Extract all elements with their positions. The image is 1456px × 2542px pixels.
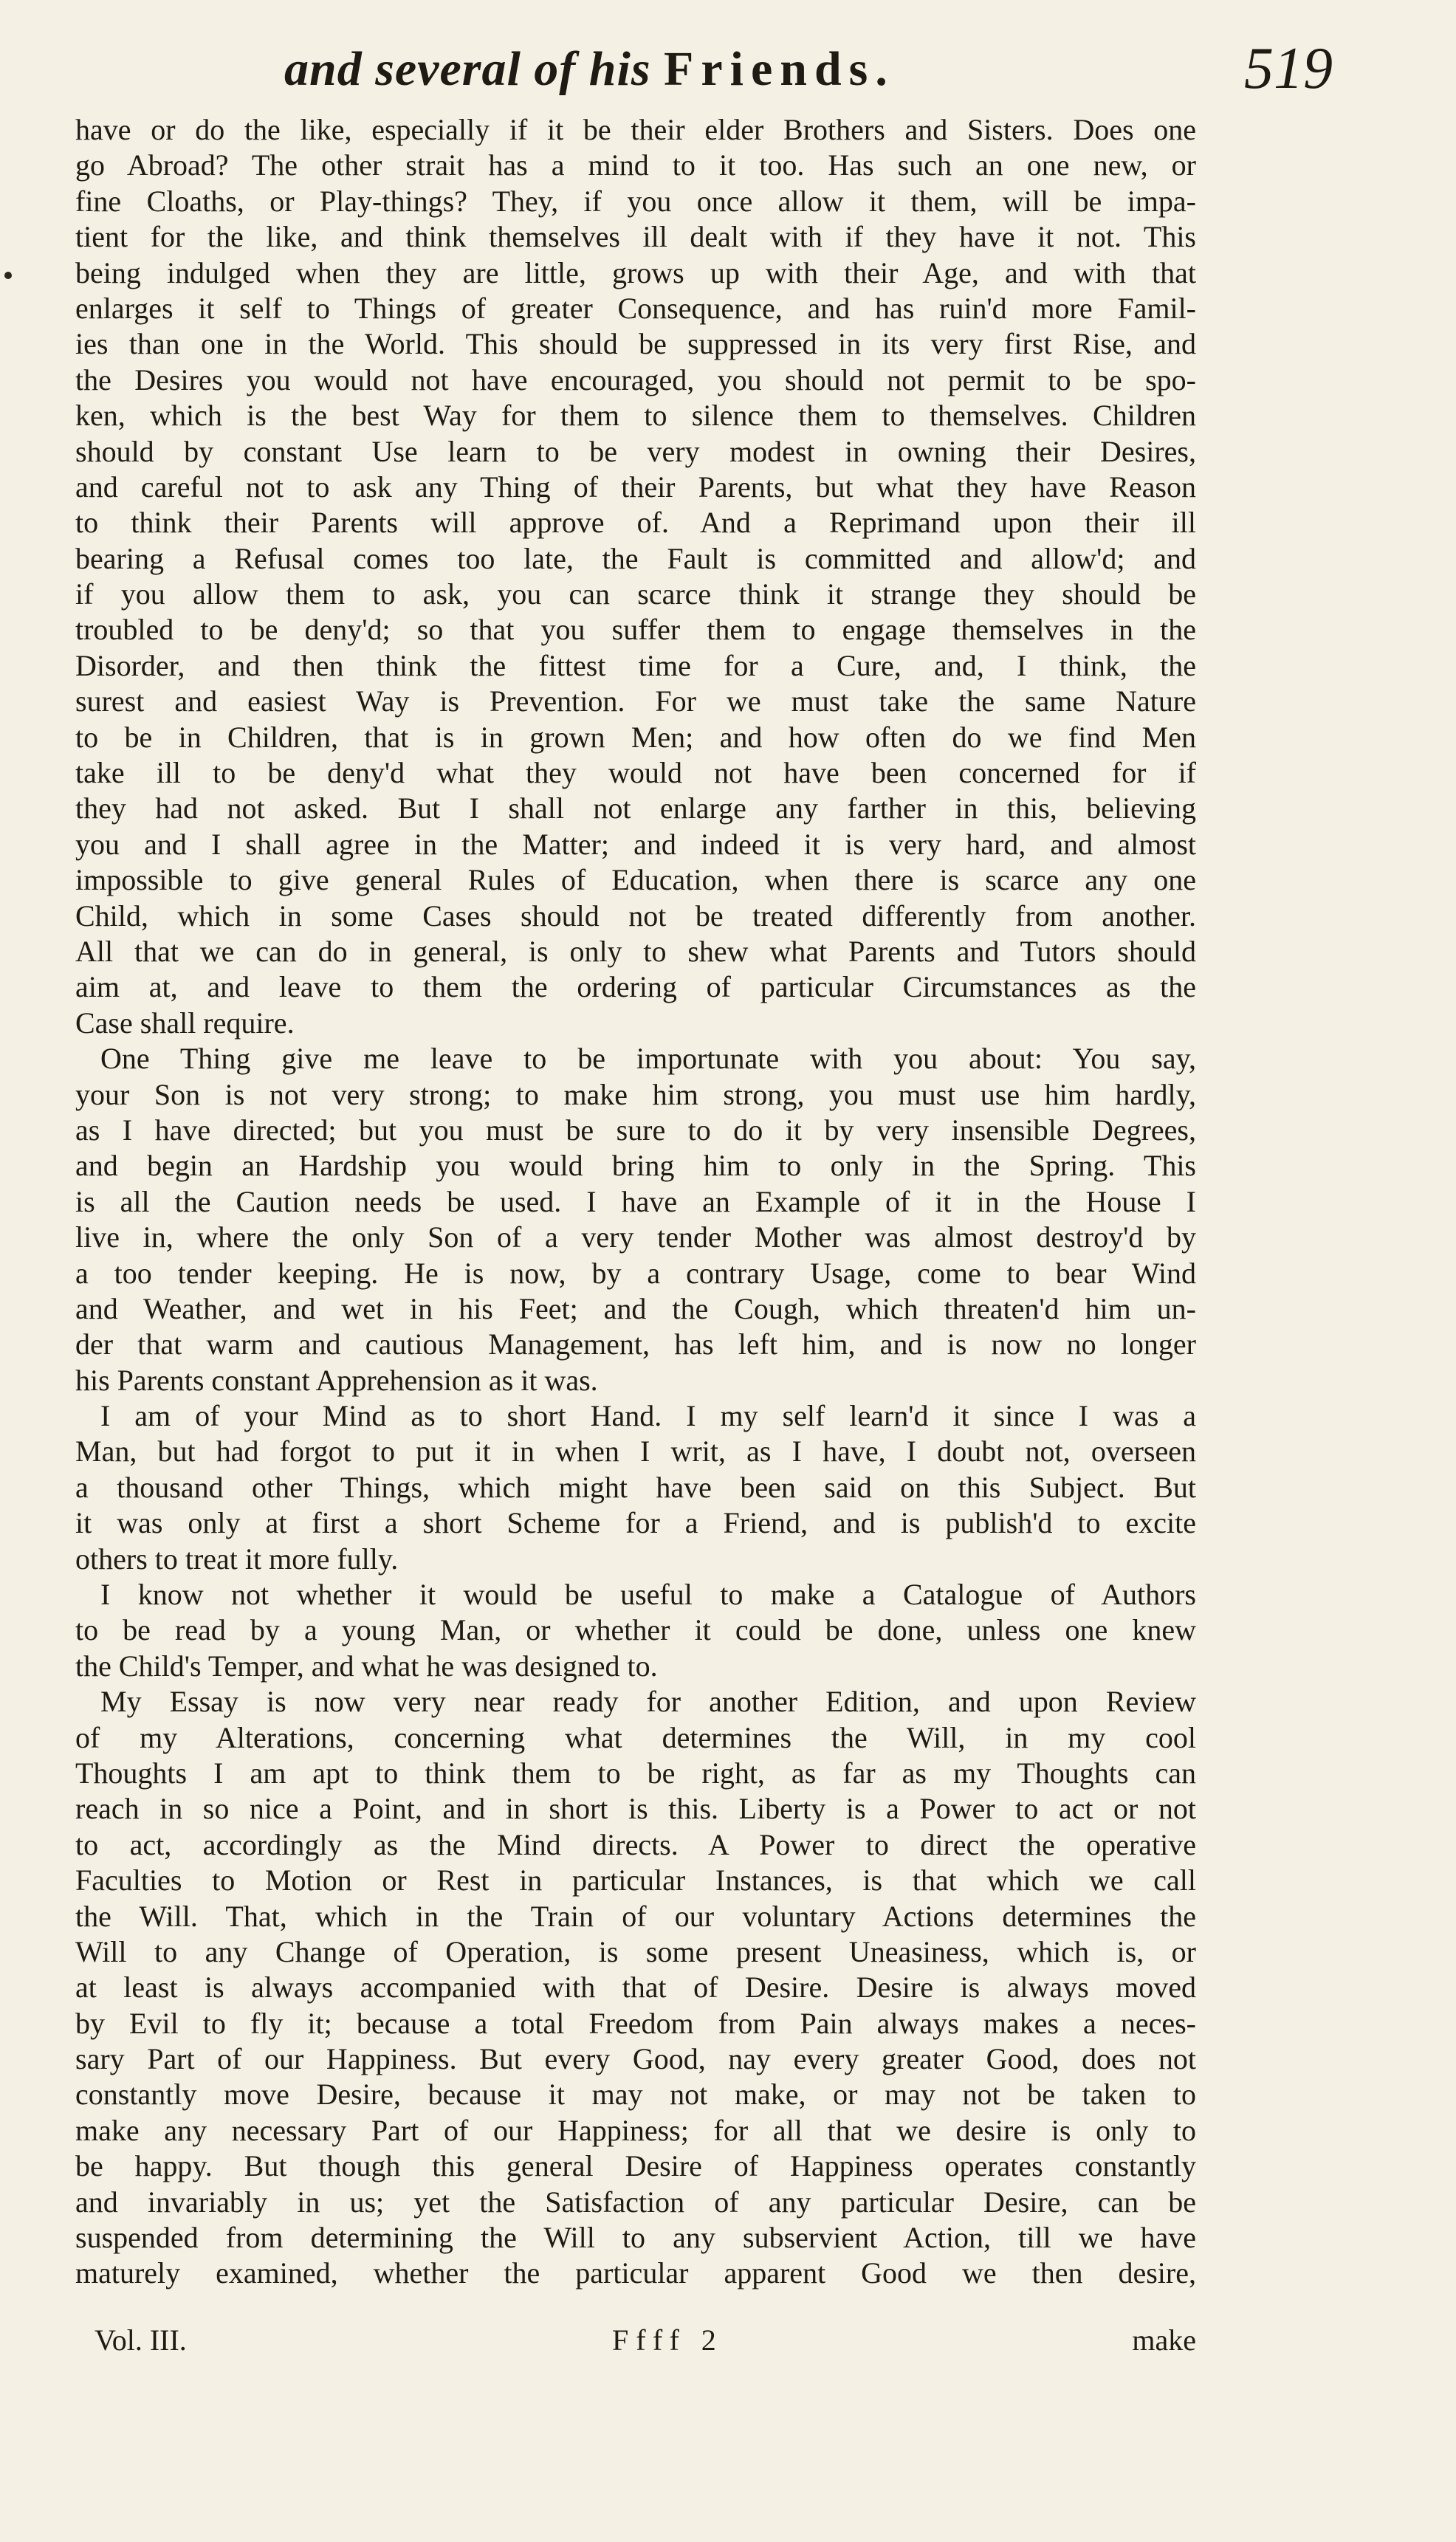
text-line: have or do the like, especially if it be their elder Brothers and Sisters. Does one: [75, 113, 1196, 146]
running-title-caps: Friends.: [664, 42, 895, 96]
text-line: to be in Children, that is in grown Men; and how often do we find Men: [75, 720, 1196, 754]
text-line: maturely examined, whether the particular apparent Good we then desire,: [75, 2256, 1196, 2290]
text-line: Disorder, and then think the fittest time for a Cure, and, I think, the: [75, 648, 1196, 682]
signature-mark: Ffff 2: [612, 2323, 724, 2357]
text-line: to be read by a young Man, or whether it could be done, unless one knew: [75, 1613, 1196, 1647]
text-line: if you allow them to ask, you can scarce think it strange they should be: [75, 577, 1196, 611]
text-line: the Child's Temper, and what he was designed to.: [75, 1649, 658, 1683]
text-line: constantly move Desire, because it may not make, or may not be taken to: [75, 2078, 1196, 2112]
text-line: Child, which in some Cases should not be treated differently from another.: [75, 899, 1196, 932]
text-line: reach in so nice a Point, and in short is this. Liberty is a Power to act or not: [75, 1792, 1196, 1826]
page-number: 519: [1244, 36, 1333, 101]
volume-label: Vol. III.: [95, 2323, 187, 2357]
text-line: impossible to give general Rules of Education, when there is scarce any one: [75, 863, 1196, 897]
text-line: aim at, and leave to them the ordering of particular Circumstances as the: [75, 970, 1196, 1004]
text-line: by Evil to fly it; because a total Freedom from Pain always makes a neces-: [75, 2006, 1196, 2040]
text-line: enlarges it self to Things of greater Consequence, and has ruin'd more Famil-: [75, 291, 1196, 325]
text-line: suspended from determining the Will to any subservient Action, till we have: [75, 2221, 1196, 2255]
text-line: My Essay is now very near ready for another Edition, and upon Review: [100, 1685, 1196, 1719]
text-line: Will to any Change of Operation, is some present Uneasiness, which is, or: [75, 1934, 1196, 1968]
text-line: to act, accordingly as the Mind directs. A Power to direct the operative: [75, 1827, 1196, 1861]
text-line: and Weather, and wet in his Feet; and the Cough, which threaten'd him un-: [75, 1291, 1196, 1325]
catchword: make: [1132, 2323, 1196, 2357]
text-line: be happy. But though this general Desire of Happiness operates constantly: [75, 2149, 1196, 2183]
text-line: I am of your Mind as to short Hand. I my self learn'd it since I was a: [100, 1399, 1196, 1433]
text-line: surest and easiest Way is Prevention. For we must take the same Nature: [75, 684, 1196, 718]
text-line: go Abroad? The other strait has a mind to it too. Has such an one new, or: [75, 148, 1196, 182]
text-line: I know not whether it would be useful to make a Catalogue of Authors: [100, 1578, 1196, 1612]
text-line: One Thing give me leave to be importunate with you about: You say,: [100, 1042, 1196, 1076]
text-line: as I have directed; but you must be sure to do it by very insensible Degrees,: [75, 1113, 1196, 1147]
margin-ink-dot: [4, 272, 12, 279]
text-line: Man, but had forgot to put it in when I writ, as I have, I doubt not, overseen: [75, 1435, 1196, 1468]
text-line: fine Cloaths, or Play-things? They, if you once allow it them, will be impa-: [75, 184, 1196, 218]
text-line: the Will. That, which in the Train of our voluntary Actions determines the: [75, 1899, 1196, 1933]
text-line: to think their Parents will approve of. And a Reprimand upon their ill: [75, 506, 1196, 540]
text-line: his Parents constant Apprehension as it was.: [75, 1363, 598, 1397]
text-line: sary Part of our Happiness. But every Good, nay every greater Good, does not: [75, 2042, 1196, 2076]
text-line: All that we can do in general, is only to shew what Parents and Tutors should: [75, 934, 1196, 968]
text-line: you and I shall agree in the Matter; and indeed it is very hard, and almost: [75, 827, 1196, 861]
text-line: a thousand other Things, which might have been said on this Subject. But: [75, 1470, 1196, 1504]
text-line: and begin an Hardship you would bring him to only in the Spring. This: [75, 1149, 1196, 1183]
text-line: they had not asked. But I shall not enlarge any farther in this, believing: [75, 791, 1196, 825]
text-line: and invariably in us; yet the Satisfaction of any particular Desire, can be: [75, 2185, 1196, 2219]
text-line: make any necessary Part of our Happiness; for all that we desire is only to: [75, 2113, 1196, 2147]
text-line: der that warm and cautious Management, has left him, and is now no longer: [75, 1327, 1196, 1361]
text-line: tient for the like, and think themselves ill dealt with if they have it not. This: [75, 220, 1196, 254]
text-line: Thoughts I am apt to think them to be right, as far as my Thoughts can: [75, 1756, 1196, 1790]
text-line: is all the Caution needs be used. I have an Example of it in the House I: [75, 1184, 1196, 1218]
page-footer: [75, 2322, 1196, 2359]
page-header: [284, 35, 1333, 117]
running-title-italic: and several of his: [284, 42, 651, 96]
text-line: bearing a Refusal comes too late, the Fault is committed and allow'd; and: [75, 541, 1196, 575]
body-text: [75, 112, 1196, 2292]
text-line: being indulged when they are little, grows up with their Age, and with that: [75, 255, 1196, 289]
text-line: ies than one in the World. This should be suppressed in its very first Rise, and: [75, 327, 1196, 361]
text-line: live in, where the only Son of a very tender Mother was almost destroy'd by: [75, 1220, 1196, 1254]
text-line: troubled to be deny'd; so that you suffer them to engage themselves in the: [75, 613, 1196, 647]
text-line: and careful not to ask any Thing of their Parents, but what they have Reason: [75, 470, 1196, 504]
text-line: should by constant Use learn to be very modest in owning their Desires,: [75, 434, 1196, 468]
text-line: others to treat it more fully.: [75, 1542, 399, 1576]
text-line: of my Alterations, concerning what determines the Will, in my cool: [75, 1720, 1196, 1754]
text-line: it was only at first a short Scheme for a Friend, and is publish'd to excite: [75, 1506, 1196, 1540]
running-title: [284, 41, 895, 97]
text-line: ken, which is the best Way for them to silence them to themselves. Children: [75, 399, 1196, 433]
text-line: at least is always accompanied with that of Desire. Desire is always moved: [75, 1971, 1196, 2005]
text-line: Case shall require.: [75, 1006, 295, 1040]
text-line: Faculties to Motion or Rest in particular Instances, is that which we call: [75, 1863, 1196, 1897]
text-line: the Desires you would not have encouraged, you should not permit to be spo-: [75, 363, 1196, 396]
text-line: take ill to be deny'd what they would not have been concerned for if: [75, 756, 1196, 790]
text-line: your Son is not very strong; to make him strong, you must use him hardly,: [75, 1077, 1196, 1111]
text-line: a too tender keeping. He is now, by a contrary Usage, come to bear Wind: [75, 1256, 1196, 1290]
